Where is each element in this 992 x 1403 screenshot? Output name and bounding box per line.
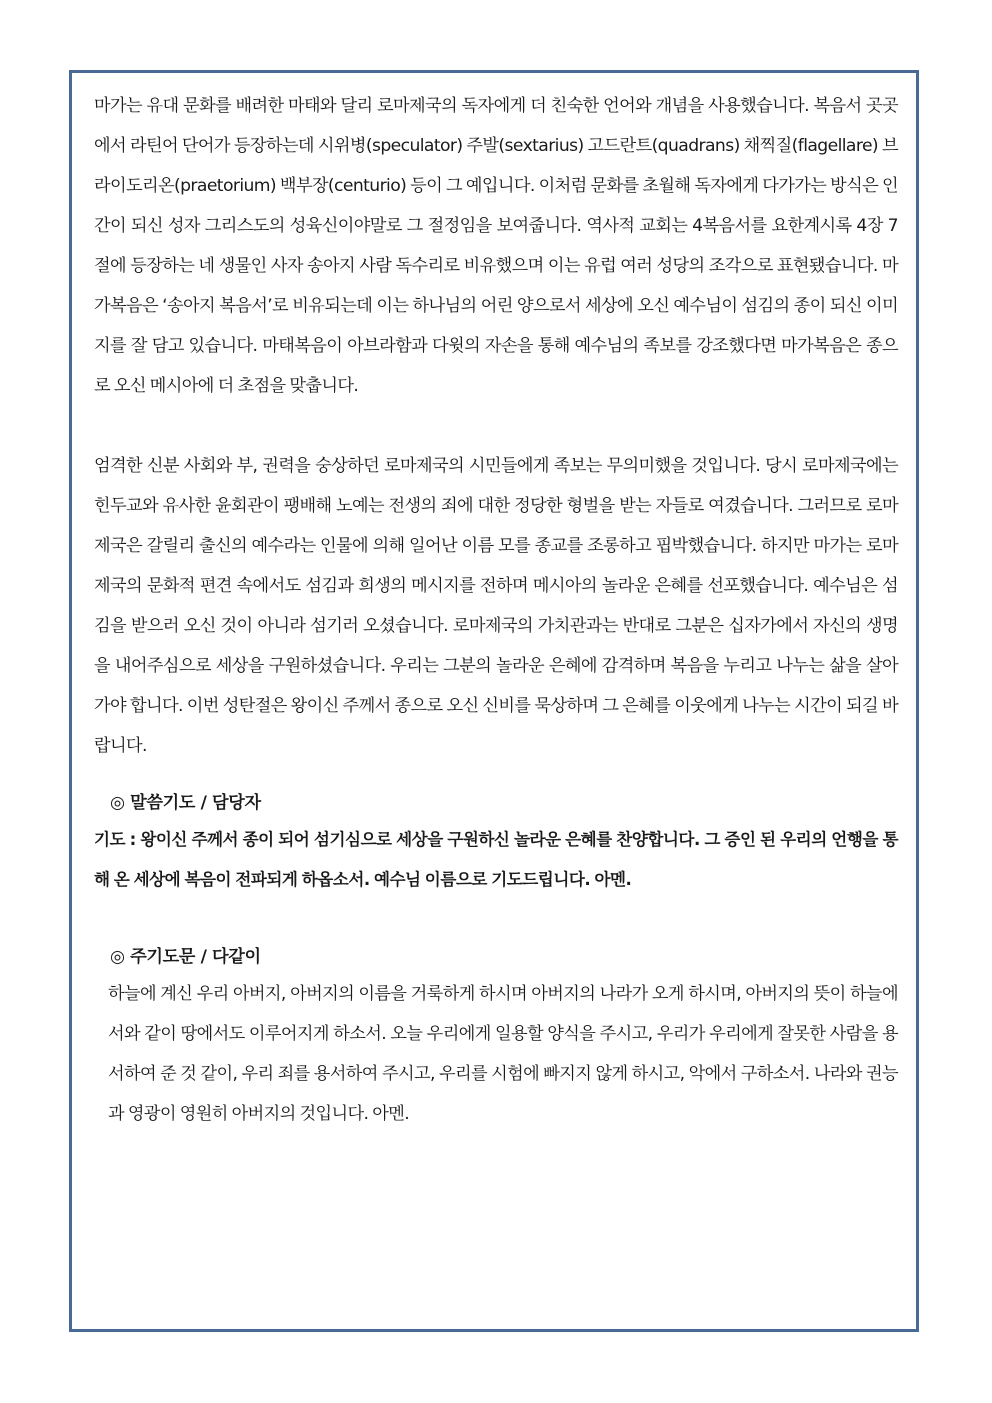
document-body — [94, 86, 898, 1134]
prayer-text: 기도 : 왕이신 주께서 종이 되어 섬기심으로 세상을 구원하신 놀라운 은혜를 찬양합니다. 그 증인 된 우리의 언행을 통해 온 세상에 복음이 전파되게 하옵소서. 예수님 이름으로 기도드립니다. 아멘. — [94, 830, 898, 889]
lords-prayer-section — [94, 940, 898, 1134]
lords-prayer-text: 하늘에 계신 우리 아버지, 아버지의 이름을 거룩하게 하시며 아버지의 나라가 오게 하시며, 아버지의 뜻이 하늘에서와 같이 땅에서도 이루어지게 하소서. 오늘 우리에게 일용할 양식을 주시고, 우리가 우리에게 잘못한 사람을 용서하여 준 것 같이, 우리 죄를 용서하여 주시고, 우리를 시험에 빠지지 않게 하시고, 악에서 구하소서. 나라와 권능과 영광이 영원히 아버지의 것입니다. 아멘. — [108, 984, 898, 1124]
lords-prayer-heading: ◎ 주기도문 / 다같이 — [110, 947, 261, 967]
prayer-section — [94, 786, 898, 900]
body-paragraph-2: 엄격한 신분 사회와 부, 권력을 숭상하던 로마제국의 시민들에게 족보는 무의미했을 것입니다. 당시 로마제국에는 힌두교와 유사한 윤회관이 팽배해 노예는 전생의 죄에 대한 정당한 형벌을 받는 자들로 여겼습니다. 그러므로 로마제국은 갈릴리 출신의 예수라는 인물에 의해 일어난 이름 모를 종교를 조롱하고 핍박했습니다. 하지만 마가는 로마제국의 문화적 편견 속에서도 섬김과 희생의 메시지를 전하며 메시아의 놀라운 은혜를 선포했습니다. 예수님은 섬김을 받으러 오신 것이 아니라 섬기러 오셨습니다. 로마제국의 가치관과는 반대로 그분은 십자가에서 자신의 생명을 내어주심으로 세상을 구원하셨습니다. 우리는 그분의 놀라운 은혜에 감격하며 복음을 누리고 나누는 삶을 살아가야 합니다. 이번 성탄절은 왕이신 주께서 종으로 오신 신비를 묵상하며 그 은혜를 이웃에게 나누는 시간이 되길 바랍니다. — [94, 456, 898, 756]
body-paragraph-1: 마가는 유대 문화를 배려한 마태와 달리 로마제국의 독자에게 더 친숙한 언어와 개념을 사용했습니다. 복음서 곳곳에서 라틴어 단어가 등장하는데 시위병(speculator) 주발(sextarius) 고드란트(quadrans) 채찍질(flagellare) 브라이도리온(praetorium) 백부장(centurio) 등이 그 예입니다. 이처럼 문화를 초월해 독자에게 다가가는 방식은 인간이 되신 성자 그리스도의 성육신이야말로 그 절정임을 보여줍니다. 역사적 교회는 4복음서를 요한계시록 4장 7절에 등장하는 네 생물인 사자 송아지 사람 독수리로 비유했으며 이는 유럽 여러 성당의 조각으로 표현됐습니다. 마가복음은 ‘송아지 복음서’로 비유되는데 이는 하나님의 어린 양으로서 세상에 오신 예수님이 섬김의 종이 되신 이미지를 잘 담고 있습니다. 마태복음이 아브라함과 다윗의 자손을 통해 예수님의 족보를 강조했다면 마가복음은 종으로 오신 메시아에 더 초점을 맞춥니다. — [94, 96, 898, 396]
prayer-heading: ◎ 말씀기도 / 담당자 — [110, 793, 261, 813]
